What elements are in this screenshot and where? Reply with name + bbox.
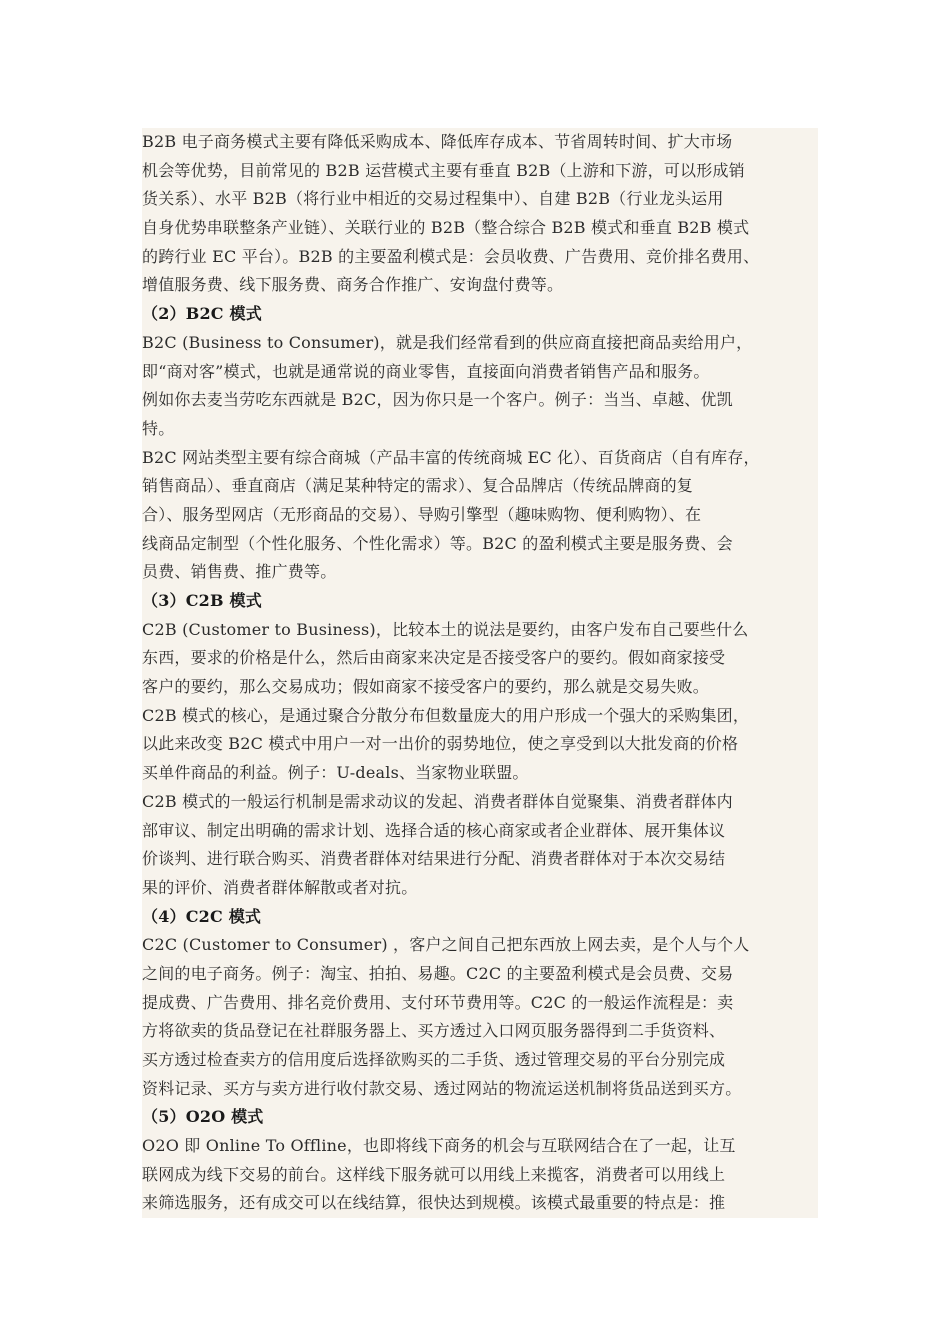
paragraph-line: 即“商对客”模式，也就是通常说的商业零售，直接面向消费者销售产品和服务。 bbox=[142, 361, 710, 381]
paragraph-line: C2B (Customer to Business)，比较本土的说法是要约，由客户发布自己要些什么 bbox=[142, 619, 749, 639]
document-body bbox=[142, 128, 818, 1218]
paragraph-line: 的跨行业 EC 平台）。B2B 的主要盈利模式是：会员收费、广告费用、竞价排名费用、 bbox=[142, 246, 760, 266]
paragraph-line: 方将欲卖的货品登记在社群服务器上、买方透过入口网页服务器得到二手货资料、 bbox=[142, 1021, 726, 1041]
paragraph-line: 客户的要约，那么交易成功；假如商家不接受客户的要约，那么就是交易失败。 bbox=[142, 677, 710, 697]
paragraph-line: B2C 网站类型主要有综合商城（产品丰富的传统商城 EC 化）、百货商店（自有库存， bbox=[142, 447, 760, 467]
paragraph-line: 联网成为线下交易的前台。这样线下服务就可以用线上来揽客，消费者可以用线上 bbox=[142, 1164, 726, 1184]
paragraph-line: C2B 模式的核心，是通过聚合分散分布但数量庞大的用户形成一个强大的采购集团， bbox=[142, 705, 750, 725]
paragraph-line: 之间的电子商务。例子：淘宝、拍拍、易趣。C2C 的主要盈利模式是会员费、交易 bbox=[142, 963, 734, 983]
paragraph-line: 销售商品）、垂直商店（满足某种特定的需求）、复合品牌店（传统品牌商的复 bbox=[142, 476, 694, 496]
paragraph-line: C2C (Customer to Consumer) ，客户之间自己把东西放上网去卖，是个人与个人 bbox=[142, 935, 750, 955]
section-heading: （3）C2B 模式 bbox=[142, 591, 262, 610]
paragraph-line: 员费、销售费、推广费等。 bbox=[142, 562, 337, 582]
paragraph-line: 线商品定制型（个性化服务、个性化需求）等。B2C 的盈利模式主要是服务费、会 bbox=[142, 533, 733, 553]
paragraph-line: 来筛选服务，还有成交可以在线结算，很快达到规模。该模式最重要的特点是：推 bbox=[142, 1193, 726, 1213]
paragraph-line: 机会等优势，目前常见的 B2B 运营模式主要有垂直 B2B（上游和下游，可以形成销 bbox=[142, 160, 745, 180]
paragraph-line: 东西，要求的价格是什么，然后由商家来决定是否接受客户的要约。假如商家接受 bbox=[142, 648, 726, 668]
paragraph-line: B2C (Business to Consumer)，就是我们经常看到的供应商直接把商品卖给用户， bbox=[142, 332, 753, 352]
paragraph-line: 提成费、广告费用、排名竞价费用、支付环节费用等。C2C 的一般运作流程是：卖 bbox=[142, 992, 734, 1012]
paragraph-line: O2O 即 Online To Offline，也即将线下商务的机会与互联网结合在了一起，让互 bbox=[142, 1136, 736, 1156]
paragraph-line: 买方透过检查卖方的信用度后选择欲购买的二手货、透过管理交易的平台分别完成 bbox=[142, 1050, 726, 1069]
paragraph-line: 资料记录、买方与卖方进行收付款交易、透过网站的物流运送机制将货品送到买方。 bbox=[142, 1078, 742, 1098]
paragraph-line: B2B 电子商务模式主要有降低采购成本、降低库存成本、节省周转时间、扩大市场 bbox=[142, 132, 733, 151]
paragraph-line: C2B 模式的一般运行机制是需求动议的发起、消费者群体自觉聚集、消费者群体内 bbox=[142, 791, 733, 811]
section-heading: （5）O2O 模式 bbox=[142, 1107, 264, 1127]
section-heading: （4）C2C 模式 bbox=[142, 906, 262, 926]
paragraph-line: 果的评价、消费者群体解散或者对抗。 bbox=[142, 877, 418, 897]
paragraph-line: 买单件商品的利益。例子：U-deals、当家物业联盟。 bbox=[142, 763, 529, 783]
paragraph-line: 货关系）、水平 B2B（将行业中相近的交易过程集中）、自建 B2B（行业龙头运用 bbox=[142, 189, 724, 209]
paragraph-line: 自身优势串联整条产业链）、关联行业的 B2B（整合综合 B2B 模式和垂直 B2B 模式 bbox=[142, 218, 750, 238]
paragraph-line: 特。 bbox=[142, 418, 175, 438]
paragraph-line: 部审议、制定出明确的需求计划、选择合适的核心商家或者企业群体、展开集体议 bbox=[142, 820, 726, 840]
paragraph-line: 合）、服务型网店（无形商品的交易）、导购引擎型（趣味购物、便利购物）、在 bbox=[142, 504, 702, 524]
paragraph-line: 例如你去麦当劳吃东西就是 B2C，因为你只是一个客户。例子：当当、卓越、优凯 bbox=[142, 390, 733, 410]
paragraph-line: 增值服务费、线下服务费、商务合作推广、安询盘付费等。 bbox=[142, 275, 564, 295]
paragraph-line: 以此来改变 B2C 模式中用户一对一出价的弱势地位，使之享受到以大批发商的价格 bbox=[142, 734, 739, 754]
section-heading: （2）B2C 模式 bbox=[142, 304, 262, 324]
paragraph-line: 价谈判、进行联合购买、消费者群体对结果进行分配、消费者群体对于本次交易结 bbox=[142, 849, 726, 869]
